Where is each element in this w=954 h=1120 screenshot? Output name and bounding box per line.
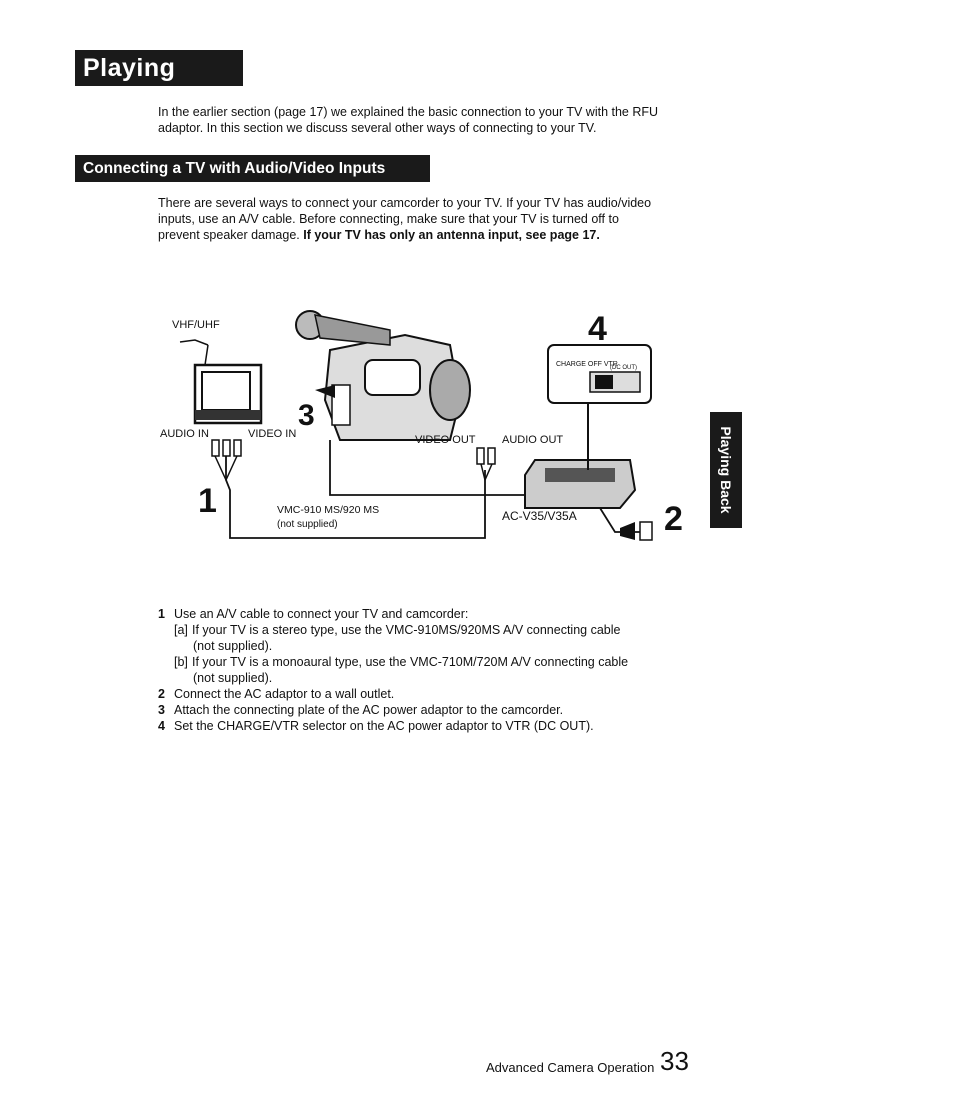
step-text: Set the CHARGE/VTR selector on the AC power adaptor to VTR (DC OUT).: [174, 719, 594, 733]
step-item: [158, 702, 718, 718]
page-title: Playing Back: [75, 50, 243, 86]
tv-plugs: [212, 440, 241, 456]
step-number: 2: [158, 687, 165, 701]
paragraph-line: There are several ways to connect your camcorder to your TV. If your TV has audio/video: [158, 196, 652, 210]
step-subitem: [158, 654, 718, 670]
step-text: Use an A/V cable to connect your TV and camcorder:: [174, 607, 469, 621]
plug-icon: [620, 522, 635, 540]
step-subitem-text: If your TV is a stereo type, use the VMC-910MS/920MS A/V connecting cable: [192, 623, 621, 637]
step-number: 3: [158, 703, 165, 717]
intro-text: [158, 104, 718, 136]
step-number: 1: [158, 607, 165, 621]
section-paragraph: [158, 195, 718, 243]
step-item: [158, 686, 718, 702]
step-continuation: (not supplied).: [193, 639, 273, 653]
footer-section-label: Advanced Camera Operation: [486, 1060, 655, 1075]
switch-title-label: CHARGE OFF VTR: [556, 361, 618, 368]
step-item: [158, 718, 718, 734]
step-subitem-text: If your TV is a monoaural type, use the VMC-710M/720M A/V connecting cable: [192, 655, 629, 669]
section-title: Connecting a TV with Audio/Video Inputs: [75, 155, 430, 182]
paragraph-bold: If your TV has only an antenna input, see page 17.: [303, 228, 600, 242]
step-text: Attach the connecting plate of the AC power adaptor to the camcorder.: [174, 703, 564, 717]
tv-illustration: [180, 340, 261, 423]
switch-sub-label: (DC OUT): [610, 365, 637, 371]
intro-line: In the earlier section (page 17) we explained the basic connection to your TV with the RFU: [158, 105, 659, 119]
step-subitem: [158, 622, 718, 638]
paragraph-text: prevent speaker damage.: [158, 228, 304, 242]
ac-adaptor-illustration: [525, 460, 635, 508]
vhf-uhf-label: VHF/UHF: [172, 319, 220, 331]
page-number: 33: [660, 1046, 689, 1076]
video-in-label: VIDEO IN: [248, 428, 297, 440]
step-3-number: 3: [298, 399, 315, 432]
step-number: 4: [158, 719, 165, 733]
step-subitem-tag: [a]: [174, 623, 188, 637]
step-text: Connect the AC adaptor to a wall outlet.: [174, 687, 395, 701]
video-out-label: VIDEO OUT: [415, 434, 476, 446]
camcorder-plugs: [477, 448, 495, 464]
step-continuation: (not supplied).: [193, 671, 273, 685]
audio-out-label: AUDIO OUT: [502, 434, 564, 446]
step-2-number: 2: [664, 500, 683, 538]
step-4-number: 4: [588, 310, 607, 348]
camcorder-illustration: [296, 311, 470, 440]
av-cable: [226, 456, 485, 538]
cable-note-label: (not supplied): [277, 519, 338, 530]
paragraph-line: [158, 227, 718, 243]
cable-name-label: VMC-910 MS/920 MS: [277, 504, 380, 516]
intro-line: adaptor. In this section we discuss several other ways of connecting to your TV.: [158, 121, 597, 135]
outlet-icon: [640, 522, 652, 540]
step-1-number: 1: [198, 482, 217, 520]
connection-diagram: [150, 290, 710, 570]
step-item: [158, 606, 718, 622]
adaptor-name-label: AC-V35/V35A: [502, 509, 577, 523]
steps-list: [158, 606, 718, 734]
side-tab-label: Playing Back: [718, 426, 734, 514]
side-tab: [710, 412, 742, 528]
paragraph-line: inputs, use an A/V cable. Before connecting, make sure that your TV is turned off to: [158, 212, 619, 226]
audio-in-label: AUDIO IN: [160, 428, 209, 440]
step-subitem-tag: [b]: [174, 655, 188, 669]
